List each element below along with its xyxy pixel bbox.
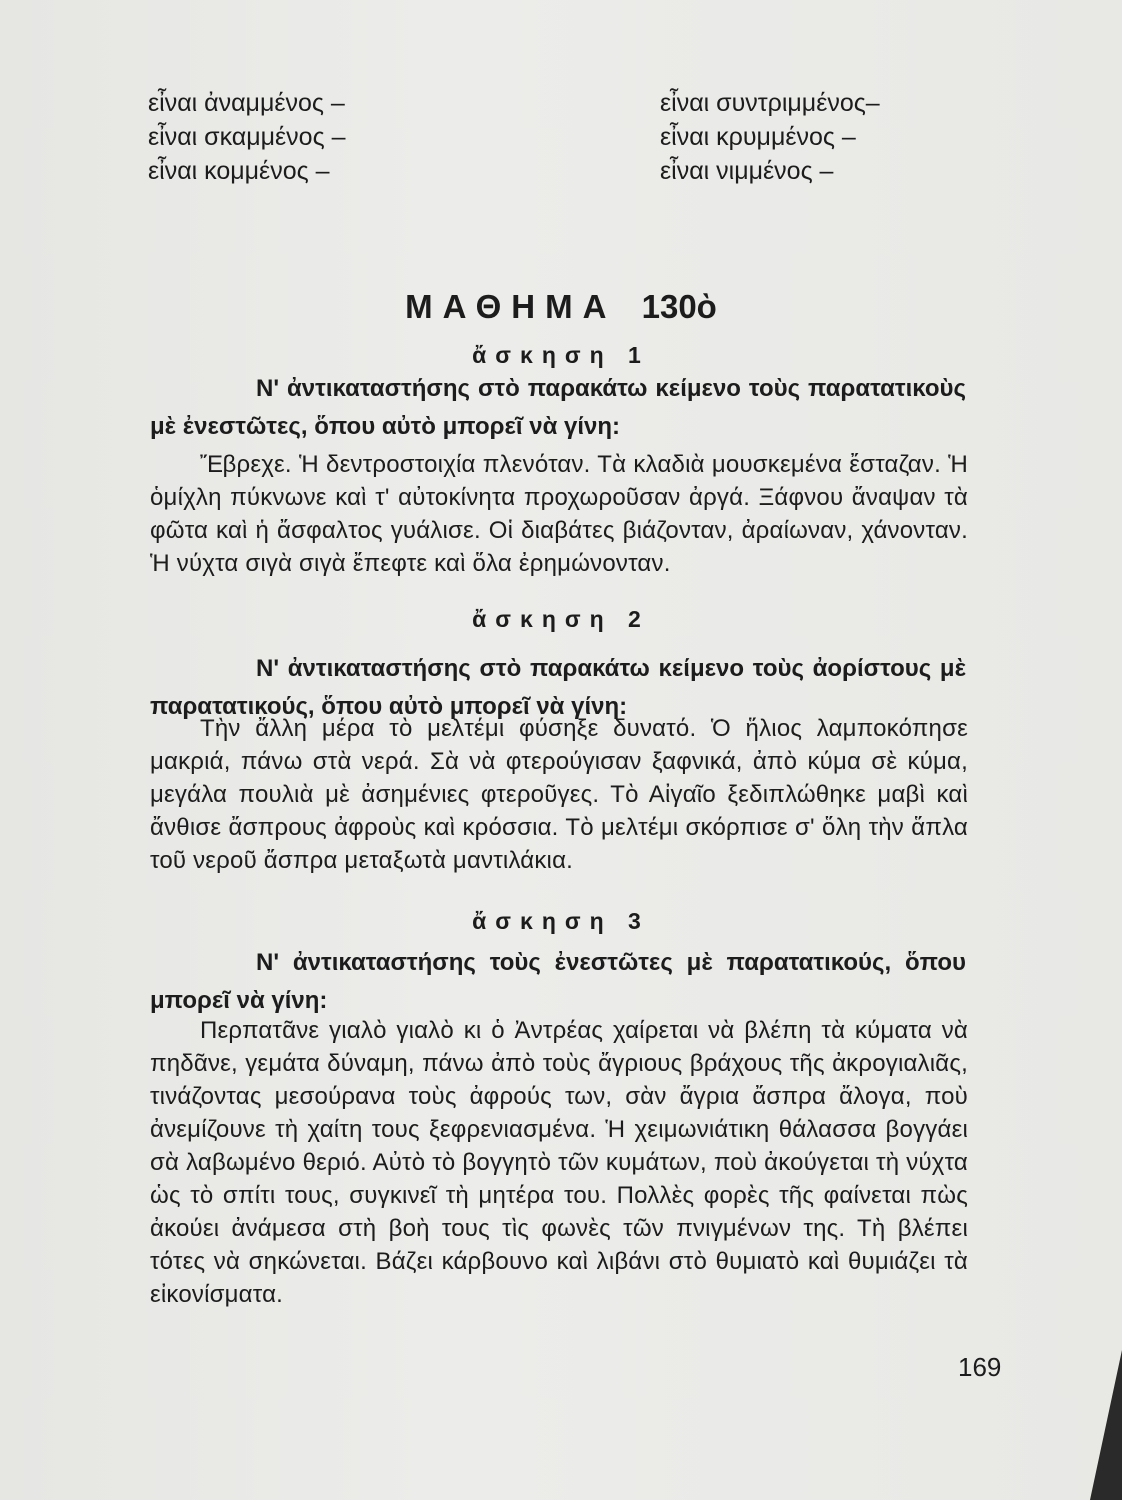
verb-list-right: [660, 86, 880, 188]
list-item: εἶναι σκαμμένος –: [148, 123, 346, 151]
exercise-2-instruction: Ν' ἀντικαταστήσης στὸ παρακάτω κείμενο τοὺς ἀορίστους μὲ παρατατικούς, ὅπου αὐτὸ μπορεῖ νὰ γίνη:: [150, 655, 966, 720]
lesson-word: ΜΑΘΗΜΑ: [405, 288, 617, 325]
exercise-3-text: Περπατᾶνε γιαλὸ γιαλὸ κι ὁ Ἀντρέας χαίρεται νὰ βλέπη τὰ κύματα νὰ πηδᾶνε, γεμάτα δύναμη, πάνω ἀπὸ τοὺς ἄγριους βράχους τῆς ἀκρογιαλιᾶς, τινάζοντας μεσούρανα τοὺς ἀφρούς των, σὰν ἄγρια ἄσπρα ἄλογα, ποὺ ἀνεμίζουνε τὴ χαίτη τους ξεφρενιασμένα. Ἡ χειμωνιάτικη θάλασσα βογγάει σὰ λαβωμένο θεριό. Αὐτὸ τὸ βογγητὸ τῶν κυμάτων, ποὺ ἀκούγεται τὴ νύχτα ὡς τὸ σπίτι τους, συγκινεῖ τὴ μητέρα του. Πολλὲς φορὲς τῆς φαίνεται πὼς ἀκούει ἀνάμεσα στὴ βοὴ τους τὶς φωνὲς τῶν πνιγμένων της. Τὴ βλέπει τότες νὰ σηκώνεται. Βάζει κάρβουνο καὶ λιβάνι στὸ θυμιατὸ καὶ θυμιάζει τὰ εἰκονίσματα.: [150, 1017, 968, 1308]
exercise-1-text: Ἔβρεχε. Ἡ δεντροστοιχία πλενόταν. Τὰ κλαδιὰ μουσκεμένα ἔσταζαν. Ἡ ὁμίχλη πύκνωνε καὶ τ' αὐτοκίνητα προχωροῦσαν ἀργά. Ξάφνου ἄναψαν τὰ φῶτα καὶ ἡ ἄσφαλτος γυάλισε. Οἱ διαβάτες βιάζονταν, ἀραίωναν, χάνονταν. Ἡ νύχτα σιγὰ σιγὰ ἔπεφτε καὶ ὅλα ἐρημώνονταν.: [150, 451, 968, 577]
list-item: εἶναι συντριμμένος–: [660, 89, 880, 117]
lesson-title: [0, 288, 1122, 326]
list-item: εἶναι νιμμένος –: [660, 157, 834, 185]
verb-list-left: [148, 86, 346, 188]
exercise-2-heading: ἄσκηση 2: [472, 606, 650, 632]
list-item: εἶναι κομμένος –: [148, 157, 330, 185]
exercise-3-instruction: Ν' ἀντικαταστήσης τοὺς ἐνεστῶτες μὲ παρατατικούς, ὅπου μπορεῖ νὰ γίνη:: [150, 949, 966, 1014]
lesson-number: 130ὸ: [641, 288, 717, 325]
exercise-1-heading: ἄσκηση 1: [472, 342, 650, 368]
exercise-2-text: Τὴν ἄλλη μέρα τὸ μελτέμι φύσηξε δυνατό. Ὁ ἥλιος λαμποκόπησε μακριά, πάνω στὰ νερά. Σὰ νὰ φτερούγισαν ξαφνικά, ἀπὸ κύμα σὲ κύμα, μεγάλα πουλιὰ μὲ ἀσημένιες φτεροῦγες. Τὸ Αἰγαῖο ξεδιπλώθηκε μαβὶ καὶ ἄνθισε ἄσπρους ἀφροὺς καὶ κρόσσια. Τὸ μελτέμι σκόρπισε σ' ὅλη τὴν ἅπλα τοῦ νεροῦ ἄσπρα μεταξωτὰ μαντιλάκια.: [150, 715, 968, 874]
exercise-3-heading: ἄσκηση 3: [472, 908, 650, 934]
page-corner-shadow: [1090, 1350, 1122, 1500]
list-item: εἶναι κρυμμένος –: [660, 123, 856, 151]
page-number: 169: [958, 1352, 1002, 1382]
exercise-1-instruction: Ν' ἀντικαταστήσης στὸ παρακάτω κείμενο τοὺς παρατατικοὺς μὲ ἐνεστῶτες, ὅπου αὐτὸ μπορεῖ νὰ γίνη:: [150, 375, 966, 440]
list-item: εἶναι ἀναμμένος –: [148, 89, 345, 117]
